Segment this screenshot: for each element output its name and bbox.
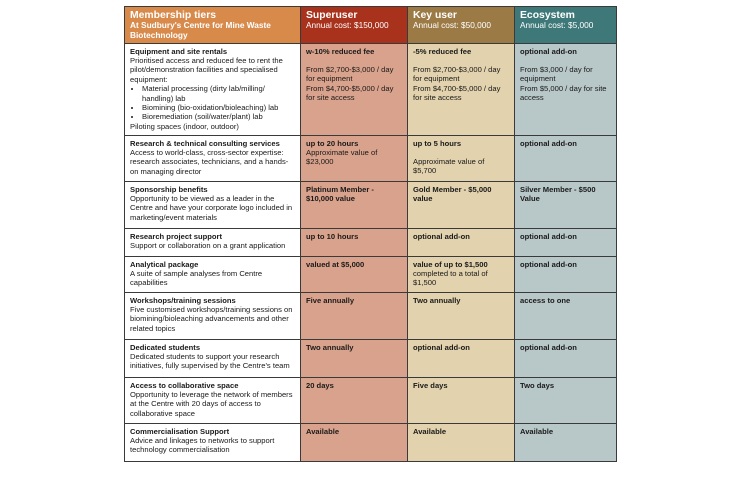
benefit-description: Advice and linkages to networks to support technology commercialisation — [130, 436, 275, 455]
ecosystem-title: Ecosystem — [520, 10, 575, 21]
table-row — [125, 135, 617, 181]
superuser-title: Superuser — [306, 10, 358, 21]
ecosystem-cell — [515, 292, 617, 339]
table-row — [125, 181, 617, 228]
keyuser-cell — [408, 377, 515, 423]
ecosystem-cell — [515, 135, 617, 181]
benefit-description: Opportunity to be viewed as a leader in the Centre and have your corporate logo included in marketing/event materials — [130, 194, 293, 222]
header-row — [125, 7, 617, 44]
keyuser-cell — [408, 292, 515, 339]
keyuser-cell — [408, 181, 515, 228]
ecosystem-value: optional add-on — [520, 231, 577, 241]
tiers-header — [125, 7, 301, 44]
benefit-bullet: • Biomining (bio-oxidation/bioleaching) lab — [142, 103, 295, 112]
superuser-header — [301, 7, 408, 44]
keyuser-cost: Annual cost: $50,000 — [413, 20, 491, 31]
benefit-title: Sponsorship benefits — [130, 184, 208, 194]
keyuser-value: up to 5 hours — [413, 138, 462, 148]
benefit-description: Support or collaboration on a grant application — [130, 241, 286, 250]
ecosystem-cell — [515, 377, 617, 423]
benefit-title: Dedicated students — [130, 342, 201, 352]
benefit-title: Commercialisation Support — [130, 426, 230, 436]
benefit-cell — [125, 292, 301, 339]
superuser-cell — [301, 43, 408, 135]
superuser-cell — [301, 181, 408, 228]
keyuser-cell — [408, 256, 515, 292]
benefit-cell — [125, 228, 301, 256]
superuser-value: Available — [306, 426, 340, 436]
table-row — [125, 339, 617, 377]
table-row — [125, 256, 617, 292]
table-row — [125, 377, 617, 423]
superuser-note: From $2,700-$3,000 / day for equipment — [306, 65, 394, 84]
superuser-value: Five annually — [306, 295, 355, 305]
keyuser-title: Key user — [413, 10, 457, 21]
superuser-value: Platinum Member - $10,000 value — [306, 184, 374, 203]
benefit-bullet-list — [130, 84, 295, 122]
keyuser-note: From $4,700-$5,000 / day for site access — [413, 83, 501, 103]
keyuser-value: Available — [413, 426, 447, 436]
table-row — [125, 423, 617, 461]
keyuser-cell — [408, 228, 515, 256]
ecosystem-note: From $5,000 / day for site access — [520, 83, 607, 103]
benefit-description: Prioritised access and reduced fee to rent the pilot/demonstration facilities and specialised equipment: — [130, 56, 283, 84]
tiers-title: Membership tiers — [130, 10, 217, 21]
superuser-value: w-10% reduced fee — [306, 46, 375, 56]
ecosystem-value: optional add-on — [520, 46, 577, 56]
table-row — [125, 43, 617, 135]
superuser-cell — [301, 228, 408, 256]
superuser-value: valued at $5,000 — [306, 259, 365, 269]
ecosystem-value: optional add-on — [520, 138, 577, 148]
benefit-cell — [125, 423, 301, 461]
keyuser-note: completed to a total of $1,500 — [413, 269, 488, 288]
ecosystem-cell — [515, 339, 617, 377]
benefit-description: Opportunity to leverage the network of members at the Centre with 20 days of access to collaborative space — [130, 390, 293, 418]
table-row — [125, 228, 617, 256]
membership-tiers-table — [124, 6, 617, 462]
keyuser-value: Gold Member - $5,000 value — [413, 184, 492, 203]
benefit-cell — [125, 43, 301, 135]
keyuser-value: -5% reduced fee — [413, 46, 472, 56]
superuser-value: 20 days — [306, 380, 334, 390]
superuser-value: Two annually — [306, 342, 354, 352]
keyuser-note: Approximate value of $5,700 — [413, 157, 485, 176]
keyuser-cell — [408, 43, 515, 135]
superuser-cell — [301, 292, 408, 339]
benefit-title: Equipment and site rentals — [130, 46, 228, 56]
ecosystem-cell — [515, 228, 617, 256]
keyuser-cell — [408, 423, 515, 461]
superuser-cell — [301, 256, 408, 292]
keyuser-value: Two annually — [413, 295, 461, 305]
ecosystem-header — [515, 7, 617, 44]
ecosystem-value: Two days — [520, 380, 555, 390]
benefit-title: Analytical package — [130, 259, 199, 269]
superuser-cell — [301, 423, 408, 461]
benefit-title: Research project support — [130, 231, 222, 241]
benefit-cell — [125, 256, 301, 292]
ecosystem-value: optional add-on — [520, 259, 577, 269]
benefit-description: Dedicated students to support your research initiatives, fully supervised by the Centre's team — [130, 352, 290, 371]
table-row — [125, 292, 617, 339]
benefit-bullet: • Bioremediation (soil/water/plant) lab — [142, 112, 295, 121]
benefit-title: Research & technical consulting services — [130, 138, 280, 148]
keyuser-value: optional add-on — [413, 342, 470, 352]
ecosystem-cell — [515, 43, 617, 135]
ecosystem-value: optional add-on — [520, 342, 577, 352]
keyuser-cell — [408, 135, 515, 181]
benefit-description: A suite of sample analyses from Centre capabilities — [130, 269, 263, 288]
superuser-cell — [301, 135, 408, 181]
superuser-value: up to 10 hours — [306, 231, 359, 241]
superuser-value: up to 20 hours — [306, 138, 359, 148]
superuser-note: Approximate value of $23,000 — [306, 148, 378, 167]
benefit-description: Access to world-class, cross-sector expertise: research associates, technicians, and a hands-on managing director — [130, 148, 289, 176]
ecosystem-value: Available — [520, 426, 554, 436]
benefit-description: Five customised workshops/training sessions on biomining/bioleaching advancements and other related topics — [130, 305, 293, 333]
ecosystem-cell — [515, 423, 617, 461]
benefit-cell — [125, 377, 301, 423]
benefit-description-tail: Piloting spaces (indoor, outdoor) — [130, 121, 239, 131]
keyuser-cell — [408, 339, 515, 377]
ecosystem-note: From $3,000 / day for equipment — [520, 65, 593, 84]
benefit-cell — [125, 135, 301, 181]
keyuser-value: optional add-on — [413, 231, 470, 241]
ecosystem-value: Silver Member - $500 Value — [520, 184, 596, 203]
keyuser-value: value of up to $1,500 — [413, 259, 488, 269]
superuser-note: From $4,700-$5,000 / day for site access — [306, 83, 394, 103]
superuser-cell — [301, 377, 408, 423]
keyuser-note: From $2,700-$3,000 / day for equipment — [413, 65, 501, 84]
keyuser-header — [408, 7, 515, 44]
benefit-cell — [125, 339, 301, 377]
tiers-subtitle: At Sudbury's Centre for Mine Waste Biotechnology — [130, 20, 271, 40]
ecosystem-cell — [515, 256, 617, 292]
ecosystem-cell — [515, 181, 617, 228]
benefit-title: Workshops/training sessions — [130, 295, 236, 305]
superuser-cost: Annual cost: $150,000 — [306, 20, 389, 31]
ecosystem-cost: Annual cost: $5,000 — [520, 20, 594, 31]
benefit-cell — [125, 181, 301, 228]
ecosystem-value: access to one — [520, 295, 571, 305]
benefit-bullet: • Material processing (dirty lab/milling/ handling) lab — [142, 84, 295, 103]
keyuser-value: Five days — [413, 380, 448, 390]
superuser-cell — [301, 339, 408, 377]
benefit-title: Access to collaborative space — [130, 380, 239, 390]
